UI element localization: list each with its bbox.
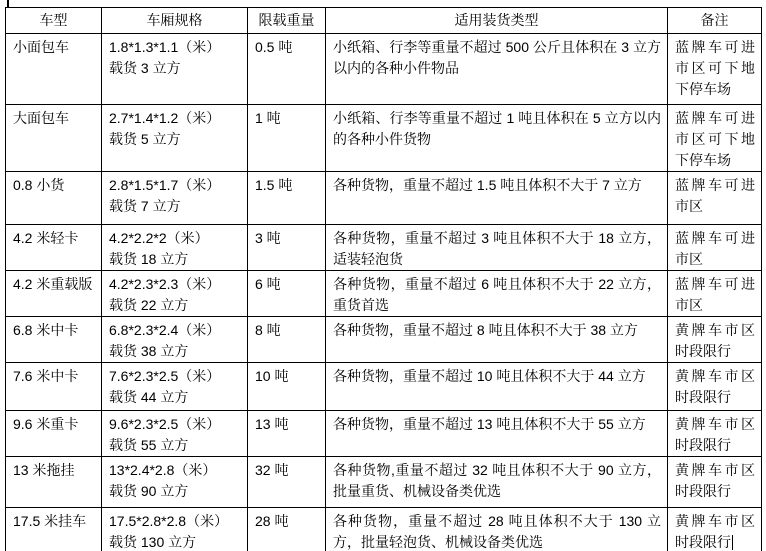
cell-load-limit[interactable] [248, 34, 326, 105]
box-load-text: 载货 5 立方 [109, 131, 181, 147]
cell-vehicle-type[interactable] [6, 363, 102, 411]
vehicle-type-text: 13 米拖挂 [13, 462, 75, 478]
box-dims-text: 6.8*2.3*2.4（米） [109, 322, 221, 338]
box-load-text: 载货 90 立方 [109, 483, 189, 499]
table-row [6, 271, 762, 317]
remark-text: 蓝牌车可进市区 [675, 230, 755, 267]
box-load-text: 载货 18 立方 [109, 251, 189, 267]
vehicle-type-text: 7.6 米中卡 [13, 368, 79, 384]
cell-cargo-type[interactable] [326, 172, 668, 225]
header-vehicle-type[interactable]: 车型 [6, 8, 102, 34]
cell-remark[interactable] [668, 172, 762, 225]
cell-cargo-type[interactable] [326, 271, 668, 317]
cell-box-spec[interactable] [102, 105, 248, 172]
cargo-type-text: 各种货物，重量不超过 28 吨且体积不大于 130 立方，批量轻泡货、机械设备类优选 [333, 513, 661, 550]
load-limit-text: 1.5 吨 [255, 177, 293, 193]
remark-text: 黄牌车市区时段限行 [675, 368, 755, 405]
cell-box-spec[interactable] [102, 411, 248, 457]
cell-vehicle-type[interactable] [6, 508, 102, 551]
table-row [6, 363, 762, 411]
load-limit-text: 13 吨 [255, 416, 289, 432]
remark-text: 黄牌车市区时段限行 [675, 513, 755, 550]
box-dims-text: 2.8*1.5*1.7（米） [109, 177, 221, 193]
cell-load-limit[interactable] [248, 508, 326, 551]
box-dims-text: 9.6*2.3*2.5（米） [109, 416, 221, 432]
cell-box-spec[interactable] [102, 363, 248, 411]
cell-cargo-type[interactable] [326, 105, 668, 172]
remark-text: 蓝牌车可进市区可下地下停车场 [675, 39, 755, 97]
vehicle-type-text: 0.8 小货 [13, 177, 65, 193]
cell-vehicle-type[interactable] [6, 457, 102, 508]
box-dims-text: 4.2*2.2*2（米） [109, 230, 209, 246]
load-limit-text: 8 吨 [255, 322, 281, 338]
load-limit-text: 6 吨 [255, 276, 281, 292]
vehicle-type-text: 6.8 米中卡 [13, 322, 79, 338]
box-dims-text: 2.7*1.4*1.2（米） [109, 110, 221, 126]
cell-vehicle-type[interactable] [6, 225, 102, 271]
cell-load-limit[interactable] [248, 457, 326, 508]
cargo-type-text: 各种货物，重量不超过 1.5 吨且体积不大于 7 立方 [333, 177, 642, 193]
cell-remark[interactable] [668, 105, 762, 172]
cell-cargo-type[interactable] [326, 457, 668, 508]
remark-text: 蓝牌车可进市区 [675, 177, 755, 214]
cell-load-limit[interactable] [248, 411, 326, 457]
table-row [6, 457, 762, 508]
cell-remark[interactable] [668, 34, 762, 105]
table-row [6, 172, 762, 225]
header-box-spec[interactable]: 车厢规格 [102, 8, 248, 34]
cell-box-spec[interactable] [102, 172, 248, 225]
cell-load-limit[interactable] [248, 363, 326, 411]
cell-vehicle-type[interactable] [6, 34, 102, 105]
box-load-text: 载货 38 立方 [109, 343, 189, 359]
cell-vehicle-type[interactable] [6, 172, 102, 225]
cell-box-spec[interactable] [102, 225, 248, 271]
cell-vehicle-type[interactable] [6, 105, 102, 172]
remark-text: 黄牌车市区时段限行 [675, 462, 755, 499]
box-load-text: 载货 55 立方 [109, 437, 189, 453]
header-cargo-type[interactable]: 适用装货类型 [326, 8, 668, 34]
load-limit-text: 10 吨 [255, 368, 289, 384]
cell-load-limit[interactable] [248, 271, 326, 317]
table-row [6, 105, 762, 172]
table-header-row [6, 8, 762, 34]
cell-vehicle-type[interactable] [6, 271, 102, 317]
cell-cargo-type[interactable] [326, 508, 668, 551]
cell-box-spec[interactable] [102, 317, 248, 363]
vehicle-type-text: 17.5 米挂车 [13, 513, 87, 529]
box-load-text: 载货 44 立方 [109, 389, 189, 405]
remark-text: 黄牌车市区时段限行 [675, 322, 755, 359]
cell-remark[interactable] [668, 317, 762, 363]
cell-box-spec[interactable] [102, 457, 248, 508]
cell-remark[interactable] [668, 411, 762, 457]
vehicle-type-text: 9.6 米重卡 [13, 416, 79, 432]
vehicle-type-text: 大面包车 [13, 110, 69, 126]
cell-vehicle-type[interactable] [6, 317, 102, 363]
box-dims-text: 4.2*2.3*2.3（米） [109, 276, 221, 292]
remark-text: 蓝牌车可进市区可下地下停车场 [675, 110, 755, 168]
vehicle-type-text: 小面包车 [13, 39, 69, 55]
cell-cargo-type[interactable] [326, 411, 668, 457]
table-row [6, 317, 762, 363]
cell-remark[interactable] [668, 508, 762, 551]
load-limit-text: 3 吨 [255, 230, 281, 246]
cargo-type-text: 各种货物,重量不超过 32 吨且体积不大于 90 立方，批量重货、机械设备类优选 [333, 462, 661, 499]
load-limit-text: 0.5 吨 [255, 39, 293, 55]
box-dims-text: 13*2.4*2.8（米） [109, 462, 217, 478]
text-cursor [732, 535, 733, 550]
cell-load-limit[interactable] [248, 172, 326, 225]
cell-cargo-type[interactable] [326, 317, 668, 363]
cell-box-spec[interactable] [102, 508, 248, 551]
cell-load-limit[interactable] [248, 317, 326, 363]
cell-load-limit[interactable] [248, 105, 326, 172]
vehicle-spec-table [5, 7, 762, 551]
table-row [6, 508, 762, 551]
cargo-type-text: 各种货物，重量不超过 8 吨且体积不大于 38 立方 [333, 322, 638, 338]
cell-load-limit[interactable] [248, 225, 326, 271]
vehicle-type-text: 4.2 米重载版 [13, 276, 93, 292]
stray-cursor-mark [7, 0, 9, 7]
load-limit-text: 1 吨 [255, 110, 281, 126]
cell-box-spec[interactable] [102, 34, 248, 105]
box-load-text: 载货 130 立方 [109, 534, 197, 550]
header-remark[interactable]: 备注 [668, 8, 762, 34]
box-dims-text: 17.5*2.8*2.8（米） [109, 513, 229, 529]
cargo-type-text: 小纸箱、行李等重量不超过 500 公斤且体积在 3 立方以内的各种小件物品 [333, 39, 661, 76]
cell-cargo-type[interactable] [326, 34, 668, 105]
cell-remark[interactable] [668, 457, 762, 508]
header-load-limit[interactable]: 限载重量 [248, 8, 326, 34]
box-dims-text: 7.6*2.3*2.5（米） [109, 368, 221, 384]
table-row [6, 225, 762, 271]
remark-text: 蓝牌车可进市区 [675, 276, 755, 313]
cargo-type-text: 小纸箱、行李等重量不超过 1 吨且体积在 5 立方以内的各种小件货物 [333, 110, 661, 147]
cell-cargo-type[interactable] [326, 225, 668, 271]
load-limit-text: 32 吨 [255, 462, 289, 478]
table-row [6, 34, 762, 105]
cell-remark[interactable] [668, 363, 762, 411]
cell-remark[interactable] [668, 225, 762, 271]
box-dims-text: 1.8*1.3*1.1（米） [109, 39, 221, 55]
box-load-text: 载货 22 立方 [109, 297, 189, 313]
cell-vehicle-type[interactable] [6, 411, 102, 457]
cell-remark[interactable] [668, 271, 762, 317]
cargo-type-text: 各种货物，重量不超过 6 吨且体积不大于 22 立方，重货首选 [333, 276, 661, 313]
vehicle-type-text: 4.2 米轻卡 [13, 230, 79, 246]
cell-box-spec[interactable] [102, 271, 248, 317]
box-load-text: 载货 7 立方 [109, 198, 181, 214]
table-row [6, 411, 762, 457]
load-limit-text: 28 吨 [255, 513, 289, 529]
cargo-type-text: 各种货物，重量不超过 3 吨且体积不大于 18 立方，适装轻泡货 [333, 230, 661, 267]
remark-text: 黄牌车市区时段限行 [675, 416, 755, 453]
cargo-type-text: 各种货物，重量不超过 13 吨且体积不大于 55 立方 [333, 416, 646, 432]
cargo-type-text: 各种货物，重量不超过 10 吨且体积不大于 44 立方 [333, 368, 646, 384]
box-load-text: 载货 3 立方 [109, 60, 181, 76]
cell-cargo-type[interactable] [326, 363, 668, 411]
